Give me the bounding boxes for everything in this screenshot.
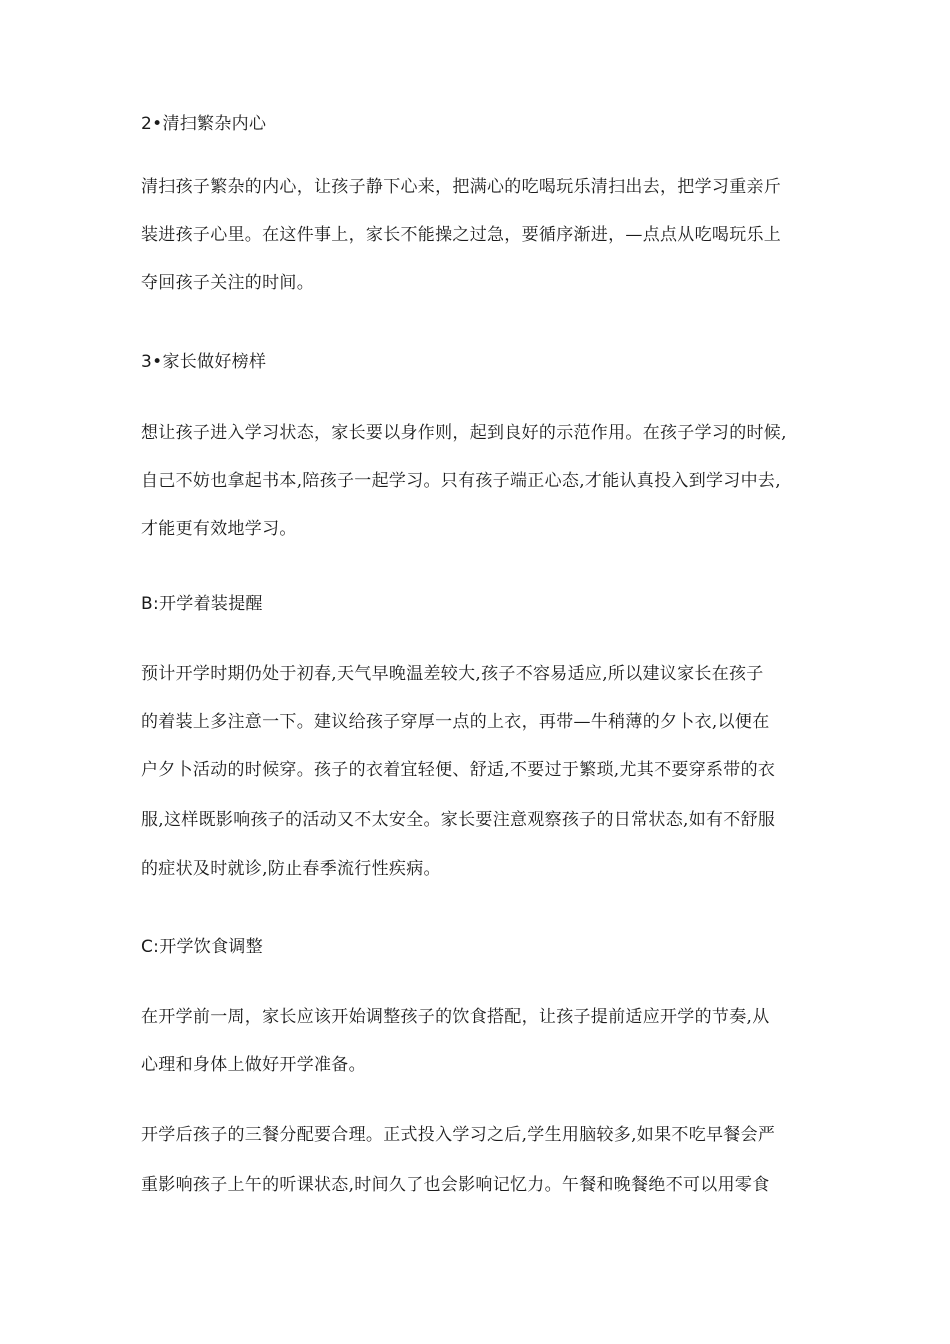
section-3-line-1: 想让孩子进入学习状态，家长要以身作则，起到良好的示范作用。在孩子学习的时候, [141, 423, 787, 443]
section-3-line-3: 才能更有效地学习。 [141, 519, 297, 539]
section-b-heading: B:开学着装提醒 [141, 594, 263, 614]
section-b-line-2: 的着装上多注意一下。建议给孩子穿厚一点的上衣，再带—牛稍薄的夕卜衣,以便在 [141, 712, 770, 732]
section-2-line-1: 清扫孩子繁杂的内心，让孩子静下心来，把满心的吃喝玩乐清扫出去，把学习重亲斤 [141, 177, 782, 197]
section-b-line-4: 服,这样既影响孩子的活动又不太安全。家长要注意观察孩子的日常状态,如有不舒服 [141, 810, 776, 830]
section-c-para2-line-2: 重影响孩子上午的听课状态,时间久了也会影响记忆力。午餐和晚餐绝不可以用零食 [141, 1175, 770, 1195]
section-c-para1-line-1: 在开学前一周，家长应该开始调整孩子的饮食搭配，让孩子提前适应开学的节奏,从 [141, 1007, 770, 1027]
section-c-heading: C:开学饮食调整 [141, 937, 263, 957]
section-2-line-3: 夺回孩子关注的时间。 [141, 273, 314, 293]
section-c-para1-line-2: 心理和身体上做好开学准备。 [141, 1055, 366, 1075]
section-b-line-3: 户夕卜活动的时候穿。孩子的衣着宜轻便、舒适,不要过于繁琐,尤其不要穿系带的衣 [141, 760, 776, 780]
section-2-heading: 2•清扫繁杂内心 [141, 114, 267, 134]
section-2-line-2: 装进孩子心里。在这件事上，家长不能操之过急，要循序渐进，—点点从吃喝玩乐上 [141, 225, 782, 245]
section-3-line-2: 自己不妨也拿起书本,陪孩子一起学习。只有孩子端正心态,才能认真投入到学习中去, [141, 471, 781, 491]
section-b-line-5: 的症状及时就诊,防止春季流行性疾病。 [141, 859, 441, 879]
section-b-line-1: 预计开学时期仍处于初春,天气早晚温差较大,孩子不容易适应,所以建议家长在孩子 [141, 664, 764, 684]
section-3-heading: 3•家长做好榜样 [141, 352, 267, 372]
section-c-para2-line-1: 开学后孩子的三餐分配要合理。正式投入学习之后,学生用脑较多,如果不吃早餐会严 [141, 1125, 776, 1145]
